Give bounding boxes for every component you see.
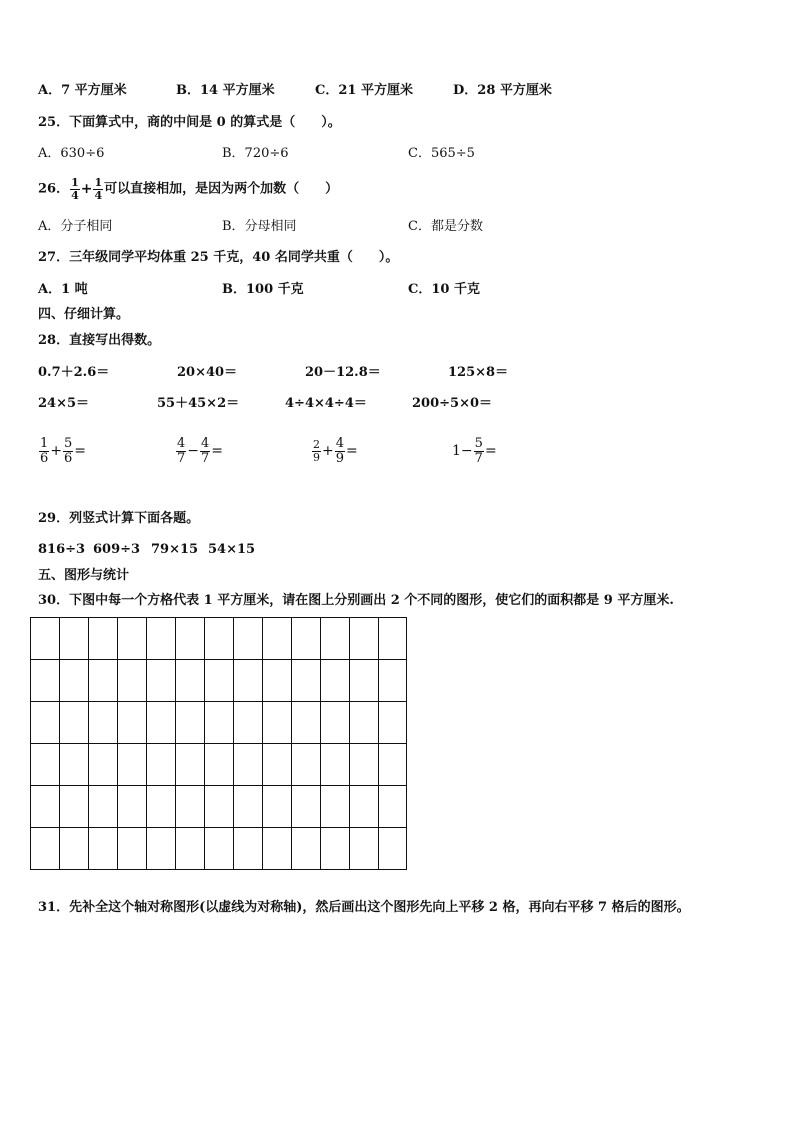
q28-r3-item-3: $\frac{2}{9}$ + $\frac{4}{9}$ = bbox=[313, 435, 358, 466]
q25-stem: 25．下面算式中，商的中间是 0 的算式是（ ）。 bbox=[38, 115, 341, 130]
q31-stem: 31．先补全这个轴对称图形(以虚线为对称轴)，然后画出这个图形先向上平移 2 格，再向右平移 7 格后的图形。 bbox=[38, 900, 690, 915]
fraction: $\frac{5}{7}$ bbox=[474, 435, 483, 466]
fraction: $\frac{4}{7}$ bbox=[177, 435, 186, 466]
fraction: $\frac{4}{9}$ bbox=[335, 435, 345, 466]
q29-item-4: 54×15 bbox=[208, 542, 256, 557]
q26-fraction-1: $\frac{1}{4}$ bbox=[71, 175, 79, 202]
q29-item-2: 609÷3 bbox=[93, 542, 141, 557]
q24-option-b: B．14 平方厘米 bbox=[176, 83, 275, 98]
q27-option-a: A．1 吨 bbox=[38, 282, 88, 297]
q26-option-b: B．分母相同 bbox=[222, 219, 297, 234]
q28-r3-item-1: $\frac{1}{6}$ + $\frac{5}{6}$ = bbox=[40, 435, 87, 466]
q28-r2-item-1: 24×5＝ bbox=[38, 396, 90, 411]
q29-item-3: 79×15 bbox=[151, 542, 199, 557]
q28-r2-item-3: 4÷4×4÷4＝ bbox=[285, 396, 367, 411]
q26-stem bbox=[38, 173, 338, 206]
q25-option-c: C．565÷5 bbox=[408, 146, 475, 161]
section-5-heading: 五、图形与统计 bbox=[38, 568, 130, 583]
q29-item-1: 816÷3 bbox=[38, 542, 86, 557]
q28-r2-item-4: 200÷5×0＝ bbox=[412, 396, 493, 411]
q24-option-c: C．21 平方厘米 bbox=[315, 83, 413, 98]
q26-option-a: A．分子相同 bbox=[38, 219, 113, 234]
q26-text: 可以直接相加，是因为两个加数（ ） bbox=[104, 181, 339, 197]
q27-stem: 27．三年级同学平均体重 25 千克，40 名同学共重（ ）。 bbox=[38, 250, 399, 265]
q25-option-a: A．630÷6 bbox=[38, 146, 105, 161]
q28-r3-item-2: $\frac{4}{7}$ − $\frac{4}{7}$ = bbox=[177, 435, 224, 466]
q28-r1-item-1: 0.7＋2.6＝ bbox=[38, 365, 110, 380]
q25-option-b: B．720÷6 bbox=[222, 146, 289, 161]
q28-r2-item-2: 55＋45×2＝ bbox=[157, 396, 240, 411]
fraction: $\frac{5}{6}$ bbox=[64, 435, 73, 466]
fraction: $\frac{1}{6}$ bbox=[40, 435, 49, 466]
q28-r1-item-4: 125×8＝ bbox=[448, 365, 509, 380]
q27-option-b: B．100 千克 bbox=[222, 282, 304, 297]
q26-number: 26． bbox=[38, 181, 70, 197]
q24-option-a: A．7 平方厘米 bbox=[38, 83, 127, 98]
q28-r3-item-4: 1− $\frac{5}{7}$ = bbox=[452, 435, 497, 466]
q26-option-c: C．都是分数 bbox=[408, 219, 483, 234]
section-4-heading: 四、仔细计算。 bbox=[38, 307, 130, 322]
q24-option-d: D．28 平方厘米 bbox=[453, 83, 552, 98]
square-grid bbox=[30, 617, 410, 873]
q28-r1-item-2: 20×40＝ bbox=[177, 365, 238, 380]
q30-stem: 30．下图中每一个方格代表 1 平方厘米，请在图上分别画出 2 个不同的图形，使它们的面积都是 9 平方厘米. bbox=[38, 593, 674, 608]
q28-stem: 28．直接写出得数。 bbox=[38, 333, 161, 348]
q26-fraction-2: $\frac{1}{4}$ bbox=[94, 175, 103, 202]
q28-r1-item-3: 20－12.8＝ bbox=[305, 365, 381, 380]
fraction: $\frac{4}{7}$ bbox=[201, 435, 210, 466]
q29-stem: 29．列竖式计算下面各题。 bbox=[38, 511, 200, 526]
q27-option-c: C．10 千克 bbox=[408, 282, 480, 297]
fraction: $\frac{2}{9}$ bbox=[313, 437, 320, 464]
q26-plus: + bbox=[80, 181, 93, 197]
